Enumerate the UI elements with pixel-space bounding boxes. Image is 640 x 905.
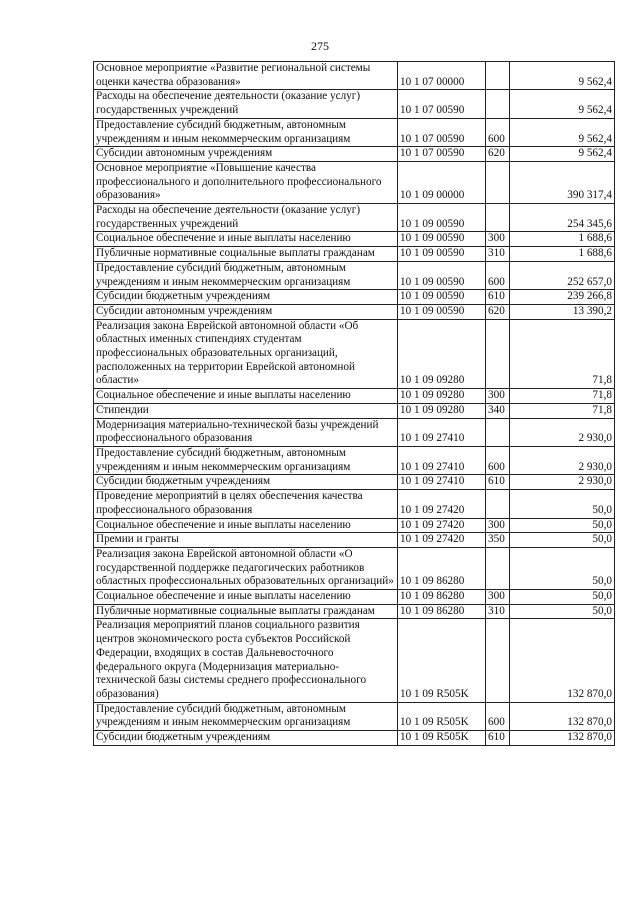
expense-type-code-cell xyxy=(486,547,510,589)
target-article-code-cell: 10 1 07 00590 xyxy=(398,147,486,162)
expense-type-code-cell: 610 xyxy=(486,290,510,305)
expense-type-code-cell: 310 xyxy=(486,247,510,262)
table-row xyxy=(94,547,615,589)
target-article-code-cell: 10 1 07 00000 xyxy=(398,62,486,90)
expense-name-cell: Субсидии бюджетным учреждениям xyxy=(94,731,398,746)
expense-type-code-cell: 300 xyxy=(486,389,510,404)
expense-name-cell: Социальное обеспечение и иные выплаты населению xyxy=(94,518,398,533)
expense-type-code-cell xyxy=(486,319,510,389)
table-row xyxy=(94,261,615,289)
amount-cell: 1 688,6 xyxy=(510,232,615,247)
amount-cell: 50,0 xyxy=(510,490,615,518)
target-article-code-cell: 10 1 09 86280 xyxy=(398,590,486,605)
table-row xyxy=(94,619,615,702)
expense-name-cell: Субсидии бюджетным учреждениям xyxy=(94,475,398,490)
amount-cell: 2 930,0 xyxy=(510,475,615,490)
target-article-code-cell: 10 1 09 09280 xyxy=(398,319,486,389)
expense-type-code-cell: 340 xyxy=(486,403,510,418)
expense-type-code-cell xyxy=(486,161,510,203)
table-row xyxy=(94,731,615,746)
table-row xyxy=(94,118,615,146)
target-article-code-cell: 10 1 09 27410 xyxy=(398,446,486,474)
amount-cell: 50,0 xyxy=(510,547,615,589)
expense-type-code-cell: 600 xyxy=(486,118,510,146)
amount-cell: 71,8 xyxy=(510,403,615,418)
budget-table-body xyxy=(94,62,615,746)
table-row xyxy=(94,232,615,247)
amount-cell: 9 562,4 xyxy=(510,118,615,146)
expense-name-cell: Стипендии xyxy=(94,403,398,418)
target-article-code-cell: 10 1 09 09280 xyxy=(398,389,486,404)
amount-cell: 50,0 xyxy=(510,533,615,548)
target-article-code-cell: 10 1 09 00590 xyxy=(398,304,486,319)
expense-name-cell: Предоставление субсидий бюджетным, автономным учреждениям и иным некоммерческим организациям xyxy=(94,261,398,289)
expense-name-cell: Субсидии автономным учреждениям xyxy=(94,147,398,162)
expense-name-cell: Реализация закона Еврейской автономной области «О государственной поддержке педагогических работников областных профессиональных образовательных организаций» xyxy=(94,547,398,589)
expense-name-cell: Предоставление субсидий бюджетным, автономным учреждениям и иным некоммерческим организациям xyxy=(94,446,398,474)
expense-type-code-cell xyxy=(486,418,510,446)
target-article-code-cell: 10 1 07 00590 xyxy=(398,118,486,146)
amount-cell: 390 317,4 xyxy=(510,161,615,203)
target-article-code-cell: 10 1 09 27420 xyxy=(398,490,486,518)
target-article-code-cell: 10 1 09 27410 xyxy=(398,418,486,446)
amount-cell: 50,0 xyxy=(510,590,615,605)
table-row xyxy=(94,389,615,404)
expense-name-cell: Проведение мероприятий в целях обеспечения качества профессионального образования xyxy=(94,490,398,518)
expense-type-code-cell xyxy=(486,204,510,232)
target-article-code-cell: 10 1 09 00590 xyxy=(398,247,486,262)
expense-type-code-cell: 350 xyxy=(486,533,510,548)
expense-type-code-cell: 620 xyxy=(486,147,510,162)
amount-cell: 132 870,0 xyxy=(510,702,615,730)
amount-cell: 132 870,0 xyxy=(510,619,615,702)
table-row xyxy=(94,590,615,605)
expense-name-cell: Премии и гранты xyxy=(94,533,398,548)
table-row xyxy=(94,446,615,474)
expense-name-cell: Предоставление субсидий бюджетным, автономным учреждениям и иным некоммерческим организациям xyxy=(94,702,398,730)
target-article-code-cell: 10 1 09 00590 xyxy=(398,290,486,305)
expense-type-code-cell: 300 xyxy=(486,518,510,533)
expense-name-cell: Публичные нормативные социальные выплаты гражданам xyxy=(94,604,398,619)
expense-type-code-cell: 600 xyxy=(486,261,510,289)
expense-name-cell: Модернизация материально-технической базы учреждений профессионального образования xyxy=(94,418,398,446)
table-row xyxy=(94,319,615,389)
expense-name-cell: Реализация закона Еврейской автономной области «Об областных именных стипендиях студентам профессиональных образовательных организаций, расположенных на территории Еврейской автономной области» xyxy=(94,319,398,389)
amount-cell: 71,8 xyxy=(510,389,615,404)
target-article-code-cell: 10 1 09 27420 xyxy=(398,518,486,533)
expense-name-cell: Основное мероприятие «Повышение качества профессионального и дополнительного профессионального образования» xyxy=(94,161,398,203)
amount-cell: 9 562,4 xyxy=(510,90,615,118)
amount-cell: 71,8 xyxy=(510,319,615,389)
table-row xyxy=(94,161,615,203)
target-article-code-cell: 10 1 09 27410 xyxy=(398,475,486,490)
expense-type-code-cell xyxy=(486,619,510,702)
expense-type-code-cell: 610 xyxy=(486,731,510,746)
table-row xyxy=(94,62,615,90)
expense-type-code-cell: 610 xyxy=(486,475,510,490)
target-article-code-cell: 10 1 09 00590 xyxy=(398,232,486,247)
expense-name-cell: Публичные нормативные социальные выплаты гражданам xyxy=(94,247,398,262)
expense-name-cell: Предоставление субсидий бюджетным, автономным учреждениям и иным некоммерческим организациям xyxy=(94,118,398,146)
table-row xyxy=(94,403,615,418)
target-article-code-cell: 10 1 09 27420 xyxy=(398,533,486,548)
expense-name-cell: Социальное обеспечение и иные выплаты населению xyxy=(94,389,398,404)
expense-type-code-cell: 300 xyxy=(486,232,510,247)
table-row xyxy=(94,702,615,730)
amount-cell: 9 562,4 xyxy=(510,147,615,162)
target-article-code-cell: 10 1 09 00590 xyxy=(398,261,486,289)
table-row xyxy=(94,475,615,490)
expense-type-code-cell: 310 xyxy=(486,604,510,619)
amount-cell: 2 930,0 xyxy=(510,446,615,474)
expense-name-cell: Субсидии автономным учреждениям xyxy=(94,304,398,319)
table-row xyxy=(94,418,615,446)
table-row xyxy=(94,518,615,533)
expense-name-cell: Социальное обеспечение и иные выплаты населению xyxy=(94,232,398,247)
amount-cell: 252 657,0 xyxy=(510,261,615,289)
table-row xyxy=(94,147,615,162)
expense-type-code-cell: 600 xyxy=(486,702,510,730)
amount-cell: 9 562,4 xyxy=(510,62,615,90)
target-article-code-cell: 10 1 09 00590 xyxy=(398,204,486,232)
table-row xyxy=(94,204,615,232)
amount-cell: 254 345,6 xyxy=(510,204,615,232)
expense-name-cell: Реализация мероприятий планов социального развития центров экономического роста субъектов Российской Федерации, входящих в состав Дальневосточного федерального округа (Модернизация материально-технической базы системы среднего профессионального образования) xyxy=(94,619,398,702)
table-row xyxy=(94,90,615,118)
table-row xyxy=(94,490,615,518)
expense-type-code-cell xyxy=(486,62,510,90)
budget-table xyxy=(93,61,615,746)
expense-name-cell: Расходы на обеспечение деятельности (оказание услуг) государственных учреждений xyxy=(94,90,398,118)
amount-cell: 132 870,0 xyxy=(510,731,615,746)
amount-cell: 13 390,2 xyxy=(510,304,615,319)
target-article-code-cell: 10 1 09 R505K xyxy=(398,702,486,730)
target-article-code-cell: 10 1 09 86280 xyxy=(398,604,486,619)
expense-type-code-cell xyxy=(486,90,510,118)
expense-type-code-cell: 600 xyxy=(486,446,510,474)
target-article-code-cell: 10 1 09 00000 xyxy=(398,161,486,203)
amount-cell: 50,0 xyxy=(510,604,615,619)
amount-cell: 2 930,0 xyxy=(510,418,615,446)
expense-type-code-cell: 620 xyxy=(486,304,510,319)
amount-cell: 50,0 xyxy=(510,518,615,533)
table-row xyxy=(94,247,615,262)
target-article-code-cell: 10 1 09 R505K xyxy=(398,619,486,702)
target-article-code-cell: 10 1 09 09280 xyxy=(398,403,486,418)
amount-cell: 1 688,6 xyxy=(510,247,615,262)
expense-type-code-cell: 300 xyxy=(486,590,510,605)
table-row xyxy=(94,533,615,548)
target-article-code-cell: 10 1 07 00590 xyxy=(398,90,486,118)
expense-type-code-cell xyxy=(486,490,510,518)
table-row xyxy=(94,604,615,619)
table-row xyxy=(94,304,615,319)
expense-name-cell: Основное мероприятие «Развитие региональной системы оценки качества образования» xyxy=(94,62,398,90)
expense-name-cell: Расходы на обеспечение деятельности (оказание услуг) государственных учреждений xyxy=(94,204,398,232)
target-article-code-cell: 10 1 09 86280 xyxy=(398,547,486,589)
amount-cell: 239 266,8 xyxy=(510,290,615,305)
table-row xyxy=(94,290,615,305)
expense-name-cell: Социальное обеспечение и иные выплаты населению xyxy=(94,590,398,605)
target-article-code-cell: 10 1 09 R505K xyxy=(398,731,486,746)
expense-name-cell: Субсидии бюджетным учреждениям xyxy=(94,290,398,305)
page-number: 275 xyxy=(311,39,329,53)
